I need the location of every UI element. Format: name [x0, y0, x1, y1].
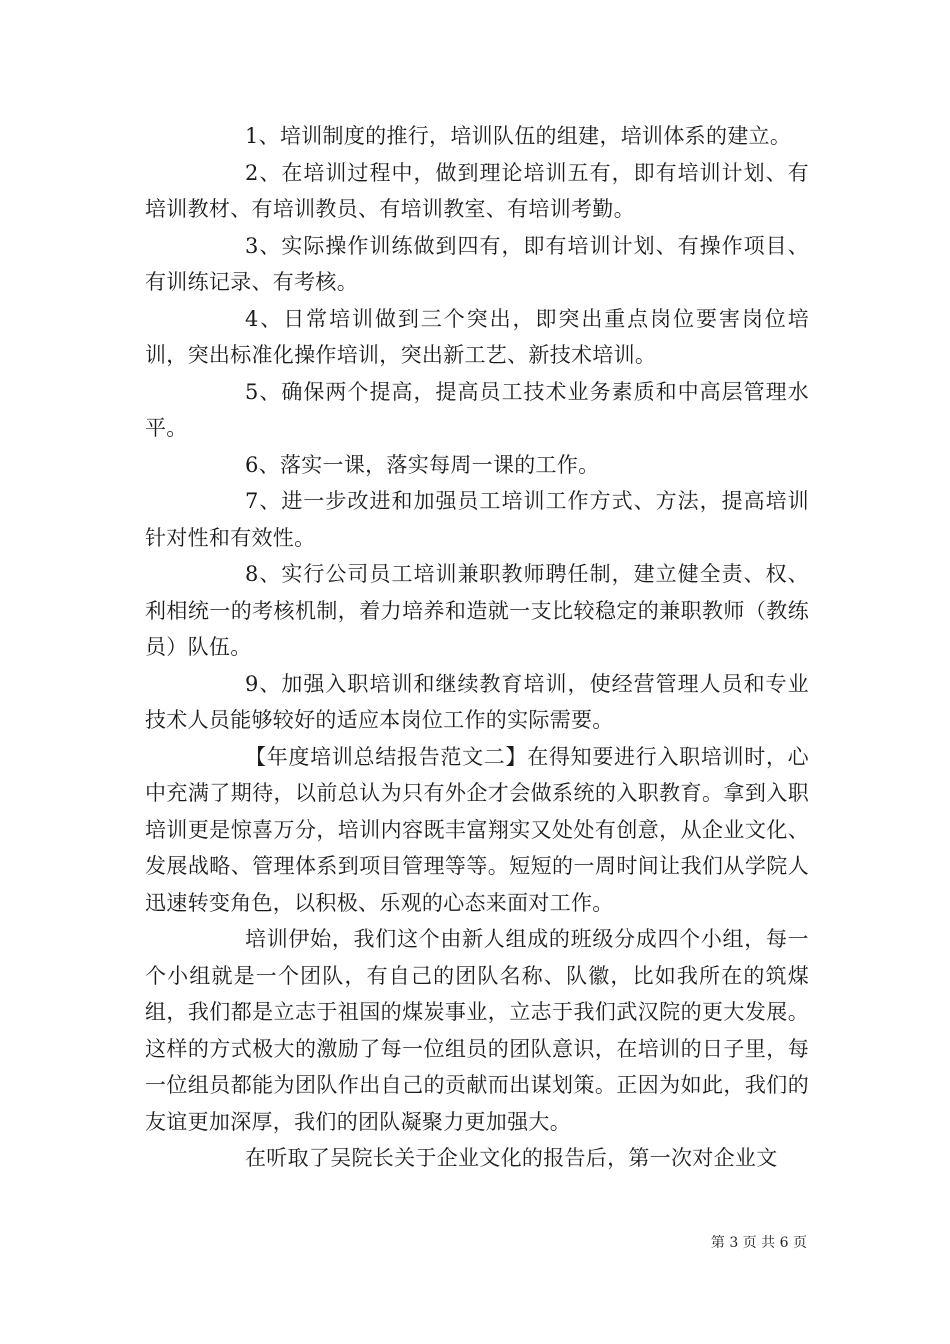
paragraph-item-2: 2、在培训过程中，做到理论培训五有，即有培训计划、有培训教材、有培训教员、有培训教室、有培训考勤。 — [145, 160, 809, 221]
paragraph-corporate-culture: 在听取了吴院长关于企业文化的报告后，第一次对企业文 — [245, 1146, 778, 1170]
paragraph-item-9: 9、加强入职培训和继续教育培训，使经营管理人员和专业技术人员能够较好的适应本岗位工作的实际需要。 — [145, 671, 809, 732]
paragraph-item-5: 5、确保两个提高，提高员工技术业务素质和中高层管理水平。 — [145, 379, 809, 440]
paragraph-item-3: 3、实际操作训练做到四有，即有培训计划、有操作项目、有训练记录、有考核。 — [145, 233, 809, 294]
paragraph-item-6: 6、落实一课，落实每周一课的工作。 — [245, 452, 600, 477]
paragraph-item-4: 4、日常培训做到三个突出，即突出重点岗位要害岗位培训，突出标准化操作培训，突出新工艺、新技术培训。 — [145, 306, 809, 367]
paragraph-sample-two-intro: 【年度培训总结报告范文二】在得知要进行入职培训时，心中充满了期待，以前总认为只有外企才会做系统的入职教育。拿到入职培训更是惊喜万分，培训内容既丰富翔实又处处有创意，从企业文化、发展战略、管理体系到项目管理等等。短短的一周时间让我们从学院人迅速转变角色，以积极、乐观的心态来面对工作。 — [145, 744, 809, 915]
document-body — [145, 118, 809, 1177]
paragraph-item-1: 1、培训制度的推行，培训队伍的组建，培训体系的建立。 — [245, 124, 792, 148]
paragraph-item-7: 7、进一步改进和加强员工培训工作方式、方法，提高培训针对性和有效性。 — [145, 489, 809, 550]
page-number-footer: 第 3 页 共 6 页 — [710, 1235, 807, 1251]
paragraph-item-8: 8、实行公司员工培训兼职教师聘任制，建立健全责、权、利相统一的考核机制，着力培养和造就一支比较稳定的兼职教师（教练员）队伍。 — [145, 562, 809, 659]
paragraph-training-groups: 培训伊始，我们这个由新人组成的班级分成四个小组，每一个小组就是一个团队，有自己的团队名称、队徽，比如我所在的筑煤组，我们都是立志于祖国的煤炭事业，立志于我们武汉院的更大发展。这样的方式极大的激励了每一位组员的团队意识，在培训的日子里，每一位组员都能为团队作出自己的贡献而出谋划策。正因为如此，我们的友谊更加深厚，我们的团队凝聚力更加强大。 — [145, 927, 809, 1134]
